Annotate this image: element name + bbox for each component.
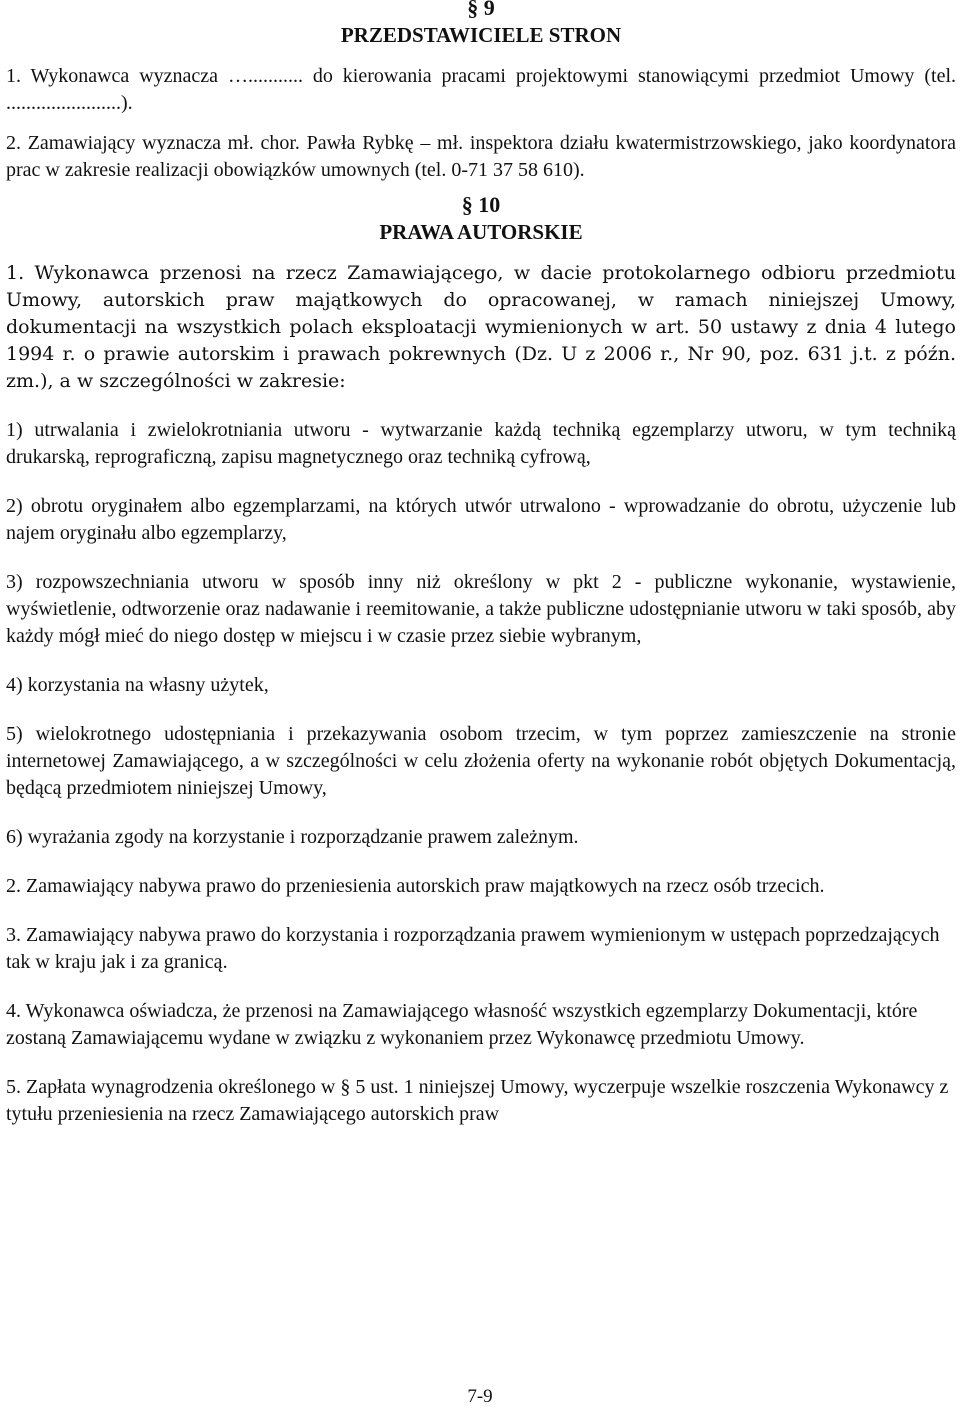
section-9-paragraph-2: 2. Zamawiający wyznacza mł. chor. Pawła Rybkę – mł. inspektora działu kwatermistrzowskiego, jako koordynatora prac w zakresie realizacji obowiązków umownych (tel. 0-71 37 58 610).	[6, 132, 956, 181]
section-10-paragraph-5: 5. Zapłata wynagrodzenia określonego w § 5 ust. 1 niniejszej Umowy, wyczerpuje wszelkie roszczenia Wykonawcy z tytułu przeniesienia na rzecz Zamawiającego autorskich praw	[6, 1076, 949, 1125]
document-page	[6, 0, 956, 1410]
section-10-point-6: 6) wyrażania zgody na korzystanie i rozporządzanie prawem zależnym.	[6, 826, 579, 848]
section-9-symbol: § 9	[467, 0, 495, 20]
section-10-paragraph-2: 2. Zamawiający nabywa prawo do przeniesienia autorskich praw majątkowych na rzecz osób trzecich.	[6, 875, 825, 897]
section-10-paragraph-1: 1. Wykonawca przenosi na rzecz Zamawiającego, w dacie protokolarnego odbioru przedmiotu Umowy, autorskich praw majątkowych do opracowanej, w ramach niniejszej Umowy, dokumentacji na wszystkich polach eksploatacji wymienionych w art. 50 ustawy z dnia 4 lutego 1994 r. o prawie autorskim i prawach pokrewnych (Dz. U z 2006 r., Nr 90, poz. 631 j.t. z późn. zm.), a w szczególności w zakresie:	[6, 262, 956, 392]
section-10-title: PRAWA AUTORSKIE	[379, 220, 583, 244]
section-9-title: PRZEDSTAWICIELE STRON	[340, 23, 622, 47]
section-10-point-5: 5) wielokrotnego udostępniania i przekazywania osobom trzecim, w tym poprzez zamieszczenie na stronie internetowej Zamawiającego, a w szczególności w celu złożenia oferty na wykonanie robót objętych Dokumentacją, będącą przedmiotem niniejszej Umowy,	[6, 723, 956, 799]
section-10-point-1: 1) utrwalania i zwielokrotniania utworu - wytwarzanie każdą techniką egzemplarzy utworu, w tym techniką drukarską, reprograficzną, zapisu magnetycznego oraz techniką cyfrową,	[6, 419, 956, 468]
section-10-symbol: § 10	[461, 192, 501, 217]
section-9-paragraph-1: 1. Wykonawca wyznacza …........... do kierowania pracami projektowymi stanowiącymi przedmiot Umowy (tel. .......................).	[6, 65, 956, 114]
section-10-paragraph-4: 4. Wykonawca oświadcza, że przenosi na Zamawiającego własność wszystkich egzemplarzy Dokumentacji, które zostaną Zamawiającemu wydane w związku z wykonaniem przez Wykonawcę przedmiotu Umowy.	[6, 1000, 918, 1049]
section-10-point-4: 4) korzystania na własny użytek,	[6, 674, 269, 696]
page-number: 7-9	[467, 1386, 493, 1407]
section-10-point-2: 2) obrotu oryginałem albo egzemplarzami, na których utwór utrwalono - wprowadzanie do obrotu, użyczenie lub najem oryginału albo egzemplarzy,	[6, 495, 956, 544]
section-10-paragraph-3: 3. Zamawiający nabywa prawo do korzystania i rozporządzania prawem wymienionym w ustępach poprzedzających tak w kraju jak i za granicą.	[6, 924, 940, 973]
section-10-point-3: 3) rozpowszechniania utworu w sposób inny niż określony w pkt 2 - publiczne wykonanie, wystawienie, wyświetlenie, odtworzenie oraz nadawanie i reemitowanie, a także publiczne udostępnianie utworu w taki sposób, aby każdy mógł mieć do niego dostęp w miejscu i w czasie przez siebie wybranym,	[6, 571, 956, 647]
